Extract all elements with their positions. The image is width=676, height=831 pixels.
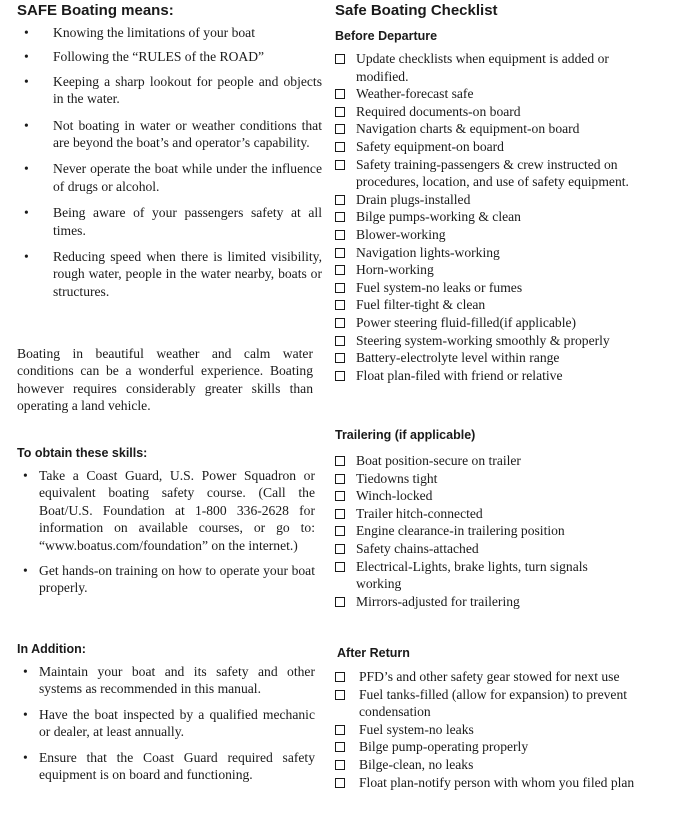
checkbox-icon[interactable]	[335, 160, 345, 170]
checklist-item[interactable]: Fuel tanks-filled (allow for expansion) to prevent condensation	[335, 686, 635, 721]
checkbox-icon[interactable]	[335, 725, 345, 735]
after-return-checklist	[335, 668, 635, 791]
in-addition-list	[17, 663, 315, 783]
list-item: • Knowing the limitations of your boat	[24, 25, 255, 40]
bullet-icon: •	[24, 49, 29, 65]
boating-paragraph: Boating in beautiful weather and calm water conditions can be a wonderful experience. Boating however requires considerably greater skills than operating a land vehicle.	[17, 346, 313, 414]
checkbox-icon[interactable]	[335, 371, 345, 381]
checklist-item[interactable]: Safety equipment-on board	[335, 138, 635, 156]
list-item: • Reducing speed when there is limited visibility, rough water, people in the water nearby, boats or structures.	[24, 249, 322, 299]
checklist-item[interactable]: Navigation lights-working	[335, 244, 635, 262]
list-item: • Maintain your boat and its safety and other systems as recommended in this manual.	[23, 664, 315, 697]
bullet-icon: •	[24, 73, 29, 89]
checkbox-icon[interactable]	[335, 778, 345, 788]
list-item: • Take a Coast Guard, U.S. Power Squadron or equivalent boating safety course. (Call the Boat/U.S. Foundation at 1-800 336-2628 for information on available courses, or go to: “www.boatus.com/foundation” on the internet.)	[23, 468, 315, 553]
bullet-icon: •	[24, 249, 29, 265]
checklist-item[interactable]: Fuel system-no leaks	[335, 721, 635, 739]
checkbox-icon[interactable]	[335, 456, 345, 466]
bullet-icon: •	[24, 117, 29, 133]
checklist-item[interactable]: Bilge-clean, no leaks	[335, 756, 635, 774]
safe-boating-list	[17, 24, 322, 300]
list-item: • Not boating in water or weather conditions that are beyond the boat’s and operator’s capability.	[24, 117, 322, 151]
checkbox-icon[interactable]	[335, 265, 345, 275]
checklist-item[interactable]: Fuel filter-tight & clean	[335, 296, 635, 314]
checklist-item[interactable]: PFD’s and other safety gear stowed for next use	[335, 668, 635, 686]
skills-heading: To obtain these skills:	[17, 446, 148, 460]
checklist-item[interactable]: Required documents-on board	[335, 103, 635, 121]
list-item: • Ensure that the Coast Guard required safety equipment is on board and functioning.	[23, 749, 315, 783]
checklist-item[interactable]: Update checklists when equipment is added or modified.	[335, 50, 635, 85]
checkbox-icon[interactable]	[335, 597, 345, 607]
checkbox-icon[interactable]	[335, 544, 345, 554]
checklist-item[interactable]: Bilge pumps-working & clean	[335, 208, 635, 226]
checklist-item[interactable]: Battery-electrolyte level within range	[335, 349, 635, 367]
checklist-item[interactable]: Drain plugs-installed	[335, 191, 635, 209]
before-departure-heading: Before Departure	[335, 29, 438, 43]
checklist-item[interactable]: Winch-locked	[335, 487, 635, 505]
checkbox-icon[interactable]	[335, 107, 345, 117]
safe-boating-heading: SAFE Boating means:	[17, 2, 174, 19]
list-item: • Get hands-on training on how to operate your boat properly.	[23, 563, 315, 596]
checkbox-icon[interactable]	[335, 526, 345, 536]
in-addition-heading: In Addition:	[17, 642, 86, 656]
checkbox-icon[interactable]	[335, 54, 345, 64]
bullet-icon: •	[24, 161, 29, 177]
checklist-item[interactable]: Tiedowns tight	[335, 470, 635, 488]
checkbox-icon[interactable]	[335, 742, 345, 752]
checklist-item[interactable]: Steering system-working smoothly & properly	[335, 332, 635, 350]
checkbox-icon[interactable]	[335, 336, 345, 346]
checklist-item[interactable]: Trailer hitch-connected	[335, 505, 635, 523]
checklist-item[interactable]: Float plan-notify person with whom you filed plan	[335, 774, 635, 792]
checklist-item[interactable]: Electrical-Lights, brake lights, turn signals working	[335, 558, 635, 593]
checkbox-icon[interactable]	[335, 195, 345, 205]
checklist-item[interactable]: Weather-forecast safe	[335, 85, 635, 103]
checkbox-icon[interactable]	[335, 248, 345, 258]
checklist-item[interactable]: Navigation charts & equipment-on board	[335, 120, 635, 138]
checklist-item[interactable]: Fuel system-no leaks or fumes	[335, 279, 635, 297]
checkbox-icon[interactable]	[335, 230, 345, 240]
bullet-icon: •	[23, 706, 28, 722]
checklist-item[interactable]: Boat position-secure on trailer	[335, 452, 635, 470]
checklist-item[interactable]: Float plan-filed with friend or relative	[335, 367, 635, 385]
checkbox-icon[interactable]	[335, 124, 345, 134]
checkbox-icon[interactable]	[335, 760, 345, 770]
bullet-icon: •	[24, 205, 29, 221]
list-item: • Never operate the boat while under the influence of drugs or alcohol.	[24, 161, 322, 194]
checkbox-icon[interactable]	[335, 300, 345, 310]
checklist-item[interactable]: Horn-working	[335, 261, 635, 279]
checkbox-icon[interactable]	[335, 474, 345, 484]
list-item: • Following the “RULES of the ROAD”	[24, 49, 265, 65]
bullet-icon: •	[23, 563, 28, 579]
bullet-icon: •	[23, 468, 28, 483]
checkbox-icon[interactable]	[335, 283, 345, 293]
bullet-icon: •	[23, 664, 28, 679]
checkbox-icon[interactable]	[335, 353, 345, 363]
checklist-item[interactable]: Blower-working	[335, 226, 635, 244]
checklist-item[interactable]: Power steering fluid-filled(if applicable)	[335, 314, 635, 332]
checklist-item[interactable]: Mirrors-adjusted for trailering	[335, 593, 635, 611]
checkbox-icon[interactable]	[335, 212, 345, 222]
checkbox-icon[interactable]	[335, 562, 345, 572]
after-return-heading: After Return	[337, 646, 410, 660]
checkbox-icon[interactable]	[335, 491, 345, 501]
checklist-item[interactable]: Engine clearance-in trailering position	[335, 522, 635, 540]
checkbox-icon[interactable]	[335, 142, 345, 152]
checkbox-icon[interactable]	[335, 672, 345, 682]
list-item: • Being aware of your passengers safety at all times.	[24, 205, 322, 238]
checkbox-icon[interactable]	[335, 89, 345, 99]
bullet-icon: •	[23, 749, 28, 765]
trailering-checklist	[335, 452, 635, 610]
checkbox-icon[interactable]	[335, 509, 345, 519]
bullet-icon: •	[24, 25, 29, 40]
list-item: • Keeping a sharp lookout for people and objects in the water.	[24, 73, 322, 107]
checklist-item[interactable]: Safety training-passengers & crew instructed on procedures, location, and use of safety equipment.	[335, 156, 635, 191]
checklist-title: Safe Boating Checklist	[335, 2, 498, 19]
checkbox-icon[interactable]	[335, 318, 345, 328]
before-departure-checklist	[335, 50, 635, 384]
skills-list	[17, 467, 315, 597]
checklist-item[interactable]: Bilge pump-operating properly	[335, 738, 635, 756]
trailering-heading: Trailering (if applicable)	[335, 428, 476, 442]
list-item: • Have the boat inspected by a qualified mechanic or dealer, at least annually.	[23, 706, 315, 740]
checklist-item[interactable]: Safety chains-attached	[335, 540, 635, 558]
checkbox-icon[interactable]	[335, 690, 345, 700]
